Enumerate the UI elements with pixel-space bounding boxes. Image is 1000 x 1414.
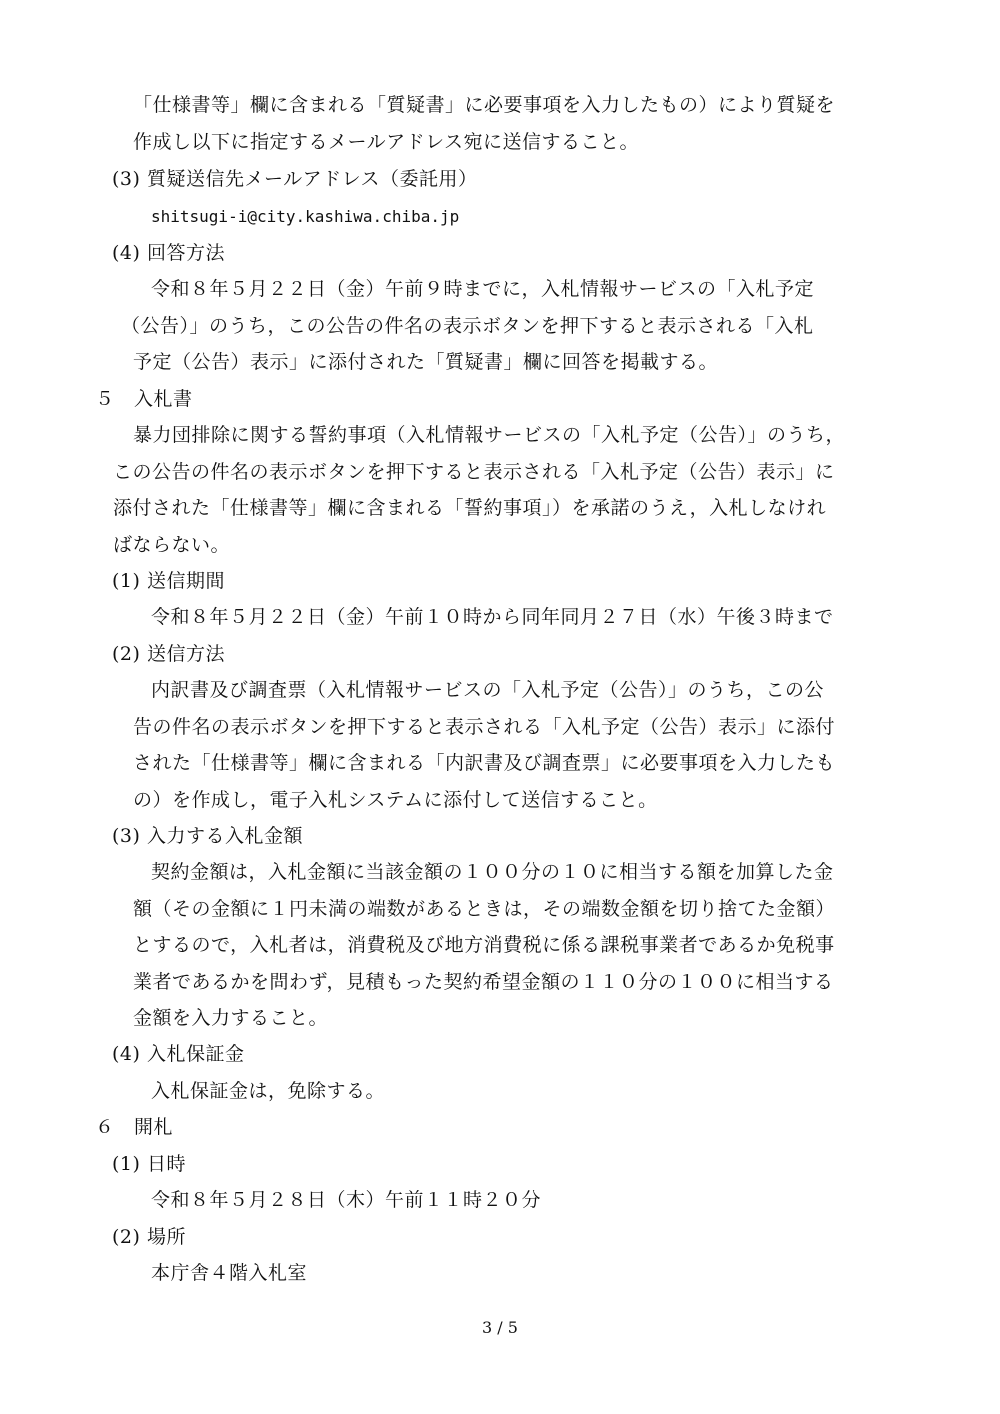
- text-line: 「仕様書等」欄に含まれる「質疑書」に必要事項を入力したもの）により質疑を: [133, 94, 836, 116]
- text-line: 内訳書及び調査票（入札情報サービスの「入札予定（公告）」のうち，この公: [151, 679, 825, 701]
- text-line: 入札保証金は，免除する。: [151, 1080, 386, 1102]
- text-line: とするので，入札者は，消費税及び地方消費税に係る課税事業者であるか免税事: [133, 934, 835, 956]
- text-line: 金額を入力すること。: [133, 1007, 329, 1029]
- text-line: の）を作成し，電子入札システムに添付して送信すること。: [133, 789, 658, 811]
- text-line: 作成し以下に指定するメールアドレス宛に送信すること。: [133, 131, 640, 153]
- text-line: 本庁舎４階入札室: [151, 1262, 308, 1284]
- text-line: 業者であるかを問わず，見積もった契約希望金額の１１０分の１００に相当する: [133, 971, 834, 993]
- subsection-heading: (2) 送信方法: [112, 643, 225, 665]
- page-number: 3 / 5: [482, 1318, 518, 1337]
- section-heading: ６ 開札: [95, 1116, 174, 1138]
- subsection-heading: (4) 回答方法: [112, 242, 225, 264]
- email-address: shitsugi-i@city.kashiwa.chiba.jp: [151, 207, 460, 226]
- text-line: （公告）」のうち，この公告の件名の表示ボタンを押下すると表示される「入札: [121, 315, 814, 337]
- text-line: された「仕様書等」欄に含まれる「内訳書及び調査票」に必要事項を入力したも: [133, 752, 836, 774]
- text-line: 令和８年５月２２日（金）午前１０時から同年同月２７日（水）午後３時まで: [151, 606, 834, 628]
- text-line: この公告の件名の表示ボタンを押下すると表示される「入札予定（公告）表示」に: [113, 461, 835, 483]
- subsection-heading: (1) 送信期間: [112, 570, 225, 592]
- subsection-heading: (3) 質疑送信先メールアドレス（委託用）: [112, 168, 478, 190]
- text-line: 契約金額は，入札金額に当該金額の１００分の１０に相当する額を加算した金: [151, 861, 834, 883]
- section-heading: ５ 入札書: [95, 388, 193, 410]
- subsection-heading: (4) 入札保証金: [112, 1043, 245, 1065]
- text-line: 予定（公告）表示」に添付された「質疑書」欄に回答を掲載する。: [133, 351, 719, 373]
- subsection-heading: (2) 場所: [112, 1226, 186, 1248]
- text-line: 令和８年５月２８日（木）午前１１時２０分: [151, 1189, 542, 1211]
- text-line: 令和８年５月２２日（金）午前９時までに，入札情報サービスの「入札予定: [151, 278, 815, 300]
- text-line: 添付された「仕様書等」欄に含まれる「誓約事項」）を承諾のうえ，入札しなけれ: [113, 497, 827, 519]
- text-line: ばならない。: [113, 534, 231, 556]
- subsection-heading: (1) 日時: [112, 1153, 186, 1175]
- text-line: 暴力団排除に関する誓約事項（入札情報サービスの「入札予定（公告）」のうち，: [133, 424, 846, 446]
- subsection-heading: (3) 入力する入札金額: [112, 825, 303, 847]
- text-line: 告の件名の表示ボタンを押下すると表示される「入札予定（公告）表示」に添付: [133, 716, 836, 738]
- text-line: 額（その金額に１円未満の端数があるときは，その端数金額を切り捨てた金額）: [133, 898, 836, 920]
